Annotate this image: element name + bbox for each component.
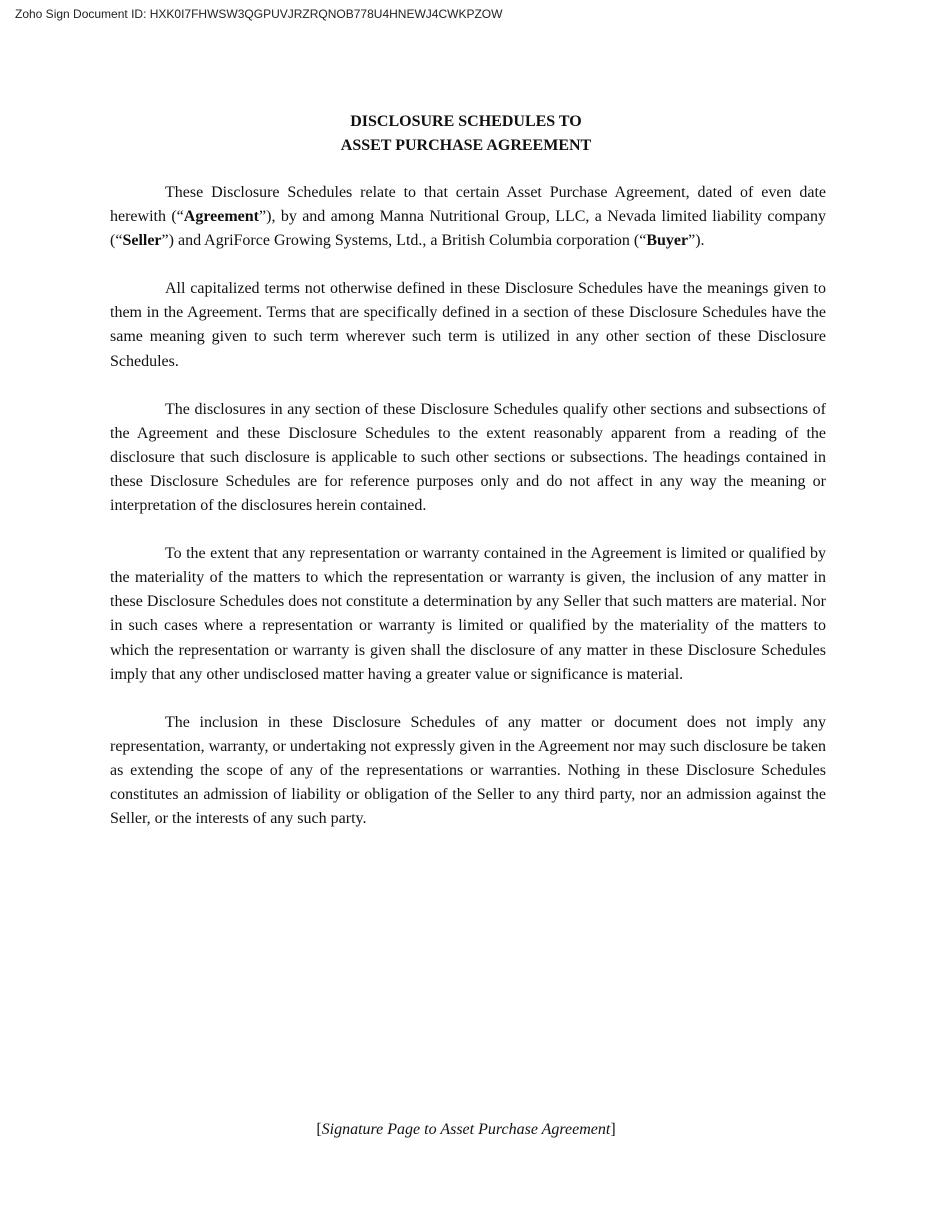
- paragraph-text: These Disclosure Schedules relate to that certain Asset Purchase Agreement, dated of even date herewith (“: [110, 184, 826, 226]
- paragraph-capitalized-terms: All capitalized terms not otherwise defined in these Disclosure Schedules have the meanings given to them in the Agreement. Terms that are specifically defined in a section of these Disclosure Schedules have the same meaning given to such term wherever such term is utilized in any other section of these Disclosure Schedules.: [110, 280, 826, 370]
- document-title: [0, 110, 932, 158]
- signature-page-footer: [0, 1118, 932, 1142]
- defined-term-agreement: Agreement: [183, 208, 260, 226]
- paragraph-disclosures-scope: The disclosures in any section of these Disclosure Schedules qualify other sections and subsections of the Agreement and these Disclosure Schedules to the extent reasonably apparent from a reading of the disclosure that such disclosure is applicable to such other sections or subsections. The headings contained in these Disclosure Schedules are for reference purposes only and do not affect in any way the meaning or interpretation of the disclosures herein contained.: [110, 400, 826, 515]
- paragraph-no-admission: The inclusion in these Disclosure Schedules of any matter or document does not imply any representation, warranty, or undertaking not expressly given in the Agreement nor may such disclosure be taken as extending the scope of any of the representations or warranties. Nothing in these Disclosure Schedules constitutes an admission of liability or obligation of the Seller to any third party, nor an admission against the Seller, or the interests of any such party.: [110, 713, 826, 828]
- bracket-open: [: [316, 1121, 322, 1138]
- paragraph-text: ”), by and among Manna Nutritional Group, LLC, a Nevada limited liability company (“: [110, 208, 827, 250]
- defined-term-buyer: Buyer: [646, 232, 689, 250]
- bracket-close: ]: [610, 1121, 616, 1138]
- paragraph-text: ”).: [688, 232, 705, 250]
- paragraph-text: ”) and AgriForce Growing Systems, Ltd., a British Columbia corporation (“: [161, 232, 647, 250]
- paragraph-materiality: To the extent that any representation or warranty contained in the Agreement is limited or qualified by the materiality of the matters to which the representation or warranty is given, the inclusion of any matter in these Disclosure Schedules does not constitute a determination by any Seller that such matters are material. Nor in such cases where a representation or warranty is limited or qualified by the materiality of the matters to which the representation or warranty is given shall the disclosure of any matter in these Disclosure Schedules imply that any other undisclosed matter having a greater value or significance is material.: [110, 545, 826, 683]
- document-body: [110, 181, 826, 855]
- document-id-header: Zoho Sign Document ID: HXK0I7FHWSW3QGPUVJRZRQNOB778U4HNEWJ4CWKPZOW: [15, 7, 503, 21]
- title-line-2: ASSET PURCHASE AGREEMENT: [340, 137, 592, 154]
- defined-term-seller: Seller: [122, 232, 162, 250]
- title-line-1: DISCLOSURE SCHEDULES TO: [350, 113, 582, 130]
- paragraph-parties: [110, 181, 826, 253]
- signature-page-label: Signature Page to Asset Purchase Agreement: [321, 1121, 611, 1138]
